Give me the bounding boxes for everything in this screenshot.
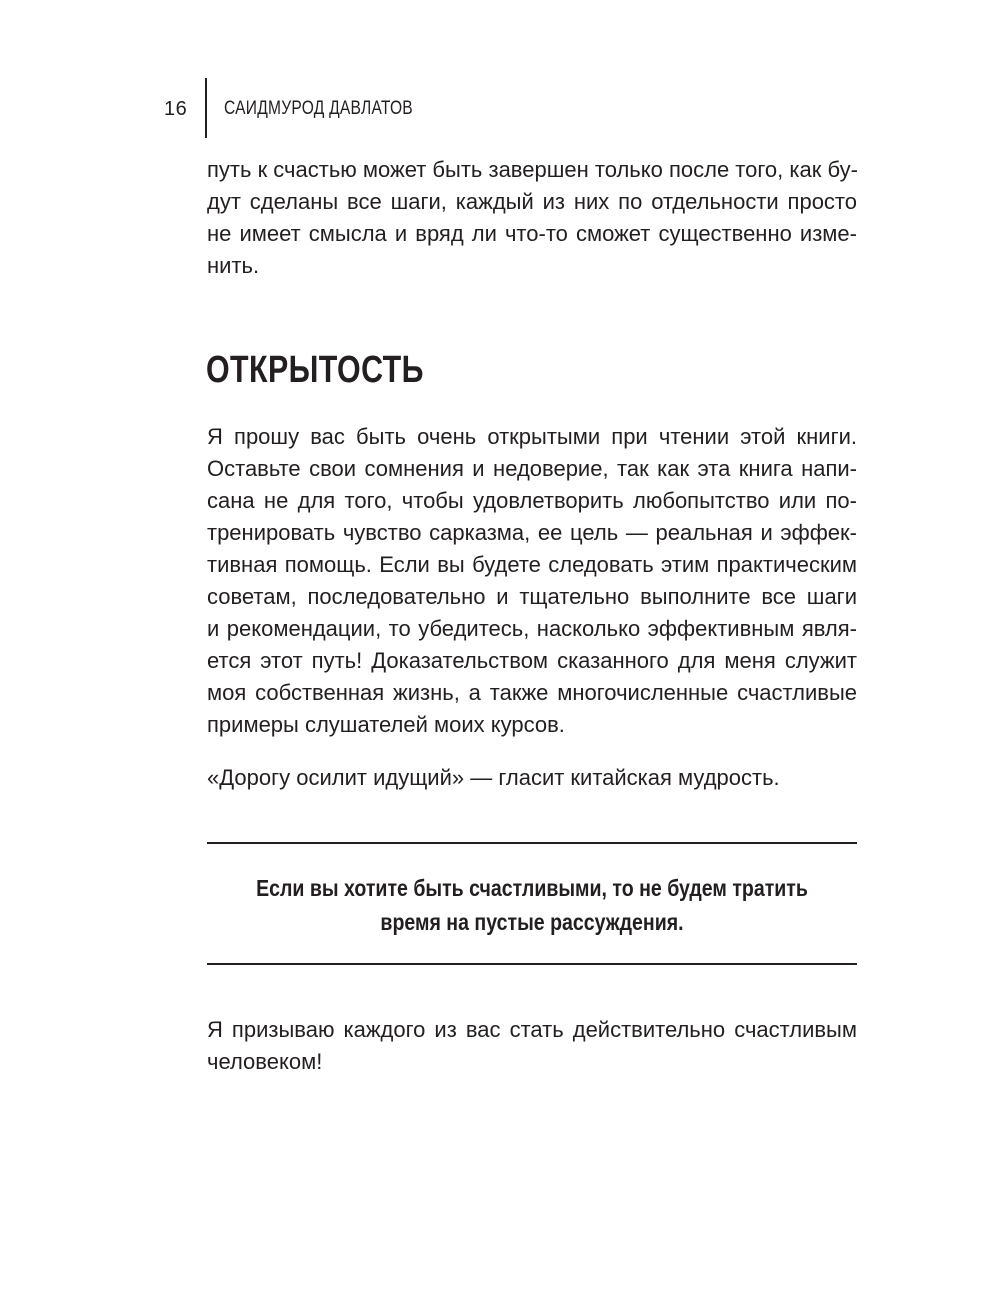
text-line: моя собственная жизнь, а также многочисленные счастливые — [207, 680, 857, 705]
text-line: тренировать чувство сарказма, ее цель — реальная и эффек- — [207, 520, 857, 545]
section-title: ОТКРЫТОСТЬ — [206, 349, 424, 391]
text-line: «Дорогу осилит идущий» — гласит китайская мудрость. — [207, 765, 780, 790]
text-line: Я призываю каждого из вас стать действительно счастливым — [207, 1017, 857, 1042]
section-paragraph-2 — [207, 762, 857, 794]
text-line: и рекомендации, то убедитесь, насколько эффективным явля- — [207, 616, 857, 641]
text-line: советам, последовательно и тщательно выполните все шаги — [207, 584, 857, 609]
callout-bottom-rule — [207, 963, 857, 965]
callout-quote — [207, 871, 857, 939]
callout-line: время на пустые рассуждения. — [380, 909, 684, 935]
page-header — [0, 78, 986, 138]
section-paragraph-1 — [207, 421, 857, 741]
callout-top-rule — [207, 842, 857, 844]
callout-line: Если вы хотите быть счастливыми, то не будем тратить — [256, 875, 808, 901]
text-line: дут сделаны все шаги, каждый из них по отдельности просто — [207, 189, 857, 214]
text-line: тивная помощь. Если вы будете следовать этим практическим — [207, 552, 857, 577]
text-line: примеры слушателей моих курсов. — [207, 712, 565, 737]
text-line: Я прошу вас быть очень открытыми при чтении этой книги. — [207, 424, 857, 449]
header-divider — [205, 78, 207, 138]
intro-paragraph — [207, 154, 857, 282]
running-head-author: САИДМУРОД ДАВЛАТОВ — [224, 98, 413, 119]
text-line: ется этот путь! Доказательством сказанного для меня служит — [207, 648, 857, 673]
text-line: нить. — [207, 253, 260, 278]
text-line: человеком! — [207, 1049, 323, 1074]
text-line: не имеет смысла и вряд ли что-то сможет существенно изме- — [207, 221, 857, 246]
closing-paragraph — [207, 1014, 857, 1078]
page-number: 16 — [164, 98, 188, 120]
text-line: сана не для того, чтобы удовлетворить любопытство или по- — [207, 488, 857, 513]
text-line: путь к счастью может быть завершен только после того, как бу- — [207, 157, 858, 182]
text-line: Оставьте свои сомнения и недоверие, так как эта книга напи- — [207, 456, 857, 481]
